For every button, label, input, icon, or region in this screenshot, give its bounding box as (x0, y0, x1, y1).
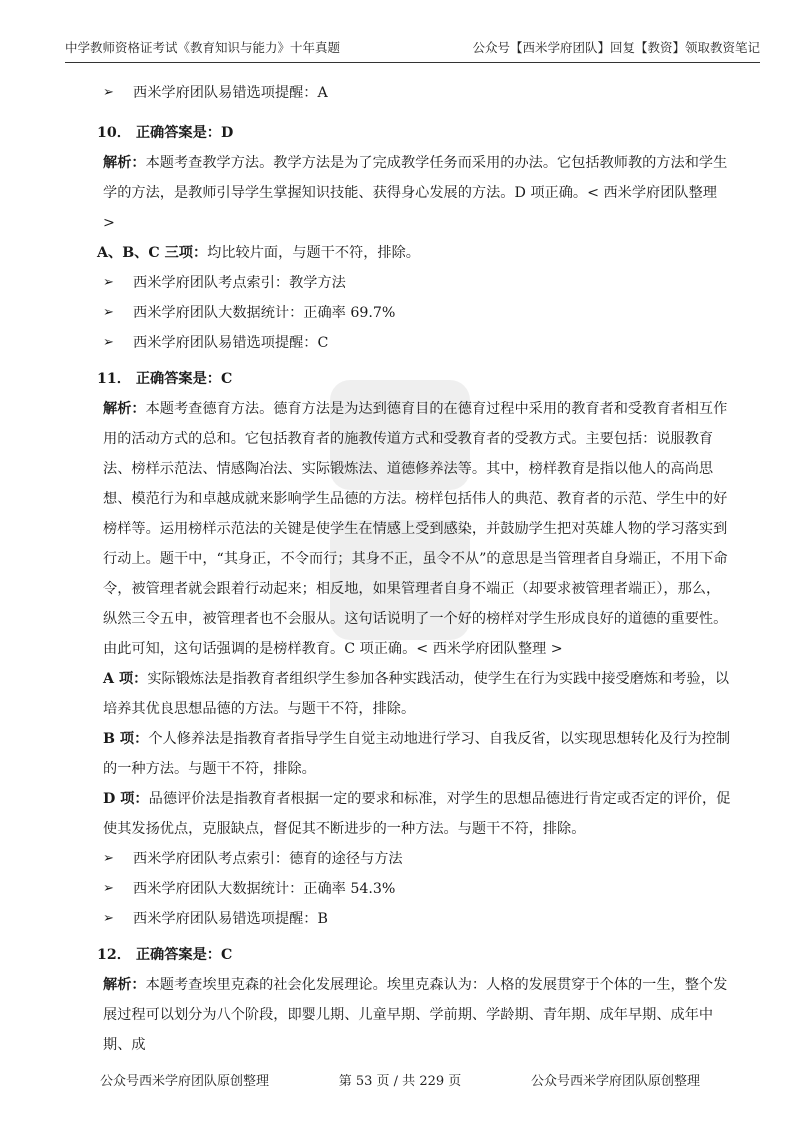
list-item: ➢ 西米学府团队考点索引：教学方法 (103, 268, 733, 298)
q12-analysis (103, 970, 733, 1060)
page-number: 第 53 页 / 共 229 页 (338, 1074, 462, 1089)
q11-option-b (103, 724, 733, 784)
header-right: 公众号【西米学府团队】回复【教资】领取教资笔记 (472, 40, 760, 55)
analysis-text: 本题考查埃里克森的社会化发展理论。埃里克森认为：人格的发展贯穿于个体的一生，整个发展过程可以划分为八个阶段，即婴儿期、儿童早期、学前期、学龄期、青年期、成年早期、成年中期、成 (103, 977, 728, 1053)
footer-right: 公众号西米学府团队原创整理 (530, 1074, 700, 1089)
header-left: 中学教师资格证考试《教育知识与能力》十年真题 (65, 40, 341, 55)
analysis-text: 本题考查教学方法。教学方法是为了完成教学任务而采用的办法。它包括教师教的方法和学生学的方法，是教师引导学生掌握知识技能、获得身心发展的方法。D 项正确。< 西米学府团队整理 > (103, 155, 728, 231)
q12-title: 12． 正确答案是：C (97, 947, 233, 963)
list-item: ➢ 西米学府团队考点索引：德育的途径与方法 (103, 844, 733, 874)
page-footer (100, 1070, 700, 1089)
analysis-text: 本题考查德育方法。德育方法是为达到德育目的在德育过程中采用的教育者和受教育者相互作用的活动方式的总和。它包括教育者的施教传道方式和受教育者的受教方式。主要包括：说服教育法、榜样示范法、情感陶冶法、实际锻炼法、道德修养法等。其中，榜样教育是指以他人的高尚思想、模范行为和卓越成就来影响学生品德的方法。榜样包括伟人的典范、教育者的示范、学生中的好榜样等。运用榜样示范法的关键是使学生在情感上受到感染，并鼓励学生把对英雄人物的学习落实到行动上。题干中，“其身正，不令而行；其身不正，虽令不从”的意思是当管理者自身端正，不用下命令，被管理者就会跟着行动起来；相反地，如果管理者自身不端正（却要求被管理者端正），那么，纵然三令五申，被管理者也不会服从。这句话说明了一个好的榜样对学生形成良好的道德的重要性。由此可知，这句话强调的是榜样教育。C 项正确。< 西米学府团队整理 > (103, 401, 728, 657)
q10-abc (97, 238, 733, 268)
option-text: 个人修养法是指教育者指导学生自觉主动地进行学习、自我反省，以实现思想转化及行为控制的一种方法。与题干不符，排除。 (103, 731, 731, 777)
option-text: 实际锻炼法是指教育者组织学生参加各种实践活动，使学生在行为实践中接受磨炼和考验，以培养其优良思想品德的方法。与题干不符，排除。 (103, 671, 730, 717)
option-text: 均比较片面，与题干不符，排除。 (207, 245, 420, 261)
list-item: ➢ 西米学府团队易错选项提醒：A (103, 78, 733, 108)
q11-title: 11． 正确答案是：C (97, 371, 233, 387)
q11-option-a (103, 664, 733, 724)
list-item: ➢ 西米学府团队易错选项提醒：B (103, 904, 733, 934)
page-header (65, 38, 760, 63)
list-item: ➢ 西米学府团队大数据统计：正确率 54.3% (103, 874, 733, 904)
q11-option-d (103, 784, 733, 844)
q11-analysis (103, 394, 733, 664)
footer-left: 公众号西米学府团队原创整理 (100, 1074, 270, 1089)
analysis-label: 解析： (103, 155, 146, 171)
option-label: A 项： (103, 671, 148, 687)
page-content (97, 78, 733, 1060)
option-text: 品德评价法是指教育者根据一定的要求和标准，对学生的思想品德进行肯定或否定的评价，促使其发扬优点，克服缺点，督促其不断进步的一种方法。与题干不符，排除。 (103, 791, 731, 837)
option-label: B 项： (103, 731, 149, 747)
option-label: D 项： (103, 791, 149, 807)
option-label: A、B、C 三项： (97, 245, 208, 261)
analysis-label: 解析： (103, 977, 146, 993)
q10-analysis (103, 148, 733, 238)
list-item: ➢ 西米学府团队大数据统计：正确率 69.7% (103, 298, 733, 328)
q10-title: 10． 正确答案是：D (97, 125, 234, 141)
list-item: ➢ 西米学府团队易错选项提醒：C (103, 328, 733, 358)
analysis-label: 解析： (103, 401, 146, 417)
